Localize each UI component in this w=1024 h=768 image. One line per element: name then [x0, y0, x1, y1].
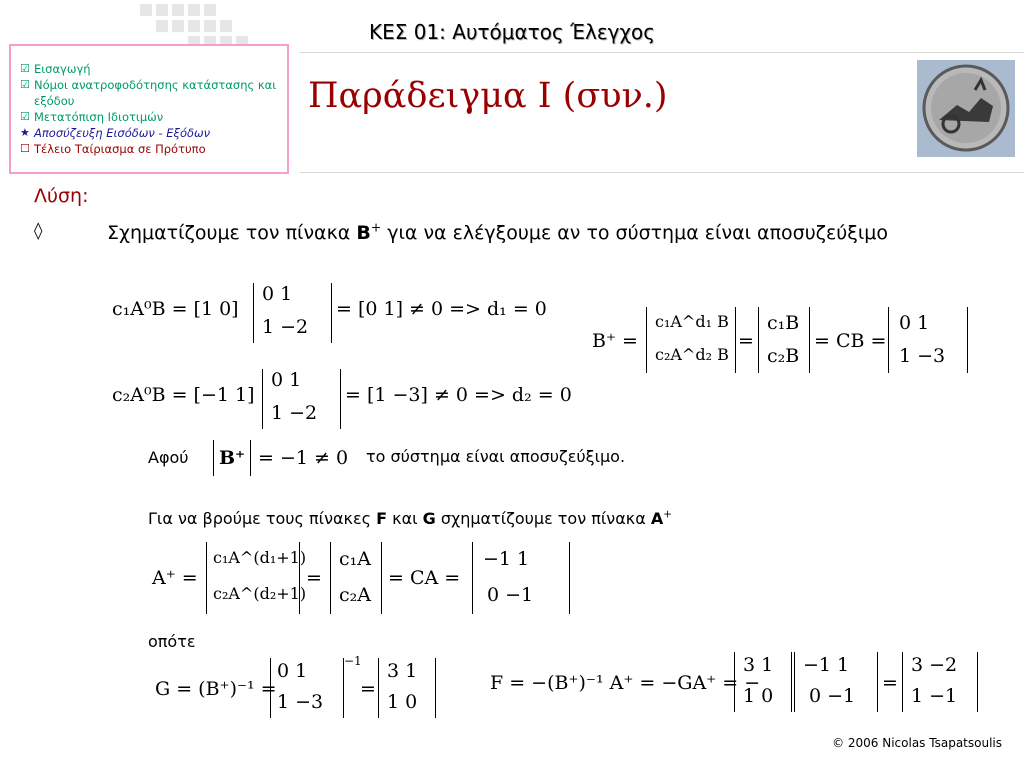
bplus-cb-label: = CB = [814, 330, 887, 352]
equation-d1-matrix: 0 1 1 −2 [253, 283, 332, 343]
course-title: ΚΕΣ 01: Αυτόματος Έλεγχος [368, 20, 656, 44]
fg-sentence: Για να βρούμε τους πίνακες F και G σχηματίζουμε τον πίνακα A+ [148, 508, 672, 528]
f-result-matrix: 3 −2 1 −1 [902, 652, 978, 712]
aplus-matrix: c₁A^(d₁+1) c₂A^(d₂+1) [206, 542, 300, 614]
agenda-item-feedback-laws[interactable] [20, 77, 287, 109]
determinant-value: = −1 ≠ 0 [258, 447, 349, 469]
solution-label: Λύση: [34, 185, 89, 207]
determinant-bplus: B⁺ [213, 440, 251, 476]
equation-d1-rhs: = [0 1] ≠ 0 => d₁ = 0 [336, 298, 547, 320]
since-label: Αφού [148, 448, 189, 467]
agenda-item-label: Εισαγωγή [34, 62, 91, 76]
agenda-item-label: Τέλειο Ταίριασμα σε Πρότυπο [34, 142, 206, 156]
title-divider [300, 172, 1024, 173]
f-equation-lhs: F = −(B⁺)⁻¹ A⁺ = −GA⁺ = − [490, 672, 761, 694]
equation-d2-matrix: 0 1 1 −2 [262, 369, 341, 429]
star-icon: ★ [20, 126, 30, 139]
bplus-matrix: c₁A^d₁ B c₂A^d₂ B [646, 307, 736, 373]
empty-box-icon: ☐ [20, 142, 30, 155]
checked-box-icon: ☑ [20, 62, 30, 75]
g-equation-lhs: G = (B⁺)⁻¹ = [155, 678, 277, 700]
therefore-label: οπότε [148, 632, 196, 651]
coin-chariot-image [917, 60, 1015, 157]
equals-sign: = [738, 330, 754, 352]
bplus-result-matrix: 0 1 1 −3 [888, 307, 968, 373]
equals-sign: = [306, 567, 322, 589]
f-first-matrix: 3 1 1 0 [734, 652, 792, 712]
aplus-ca-label: = CA = [388, 567, 461, 589]
equals-sign: = [882, 672, 898, 694]
agenda-item-model-matching[interactable] [20, 141, 287, 157]
aplus-result-matrix: −1 1 0 −1 [472, 542, 570, 614]
agenda-item-label: Αποσύζευξη Εισόδων - Εξόδων [34, 126, 211, 140]
decoupling-statement: το σύστημα είναι αποσυζεύξιμο. [366, 447, 626, 466]
agenda-item-label: Νόμοι ανατροφοδότησης κατάστασης και εξόδου [34, 78, 277, 108]
checked-box-icon: ☑ [20, 78, 30, 91]
bplus-cb-matrix: c₁B c₂B [758, 307, 810, 373]
diamond-bullet-icon: ◊ [34, 221, 43, 241]
equation-d2-lhs: c₂A⁰B = [−1 1] [112, 384, 255, 406]
bullet-text: Σχηματίζουμε τον πίνακα B+ για να ελέγξουμε αν το σύστημα είναι αποσυζεύξιμο [107, 220, 889, 244]
g-result-matrix: 3 1 1 0 [378, 658, 436, 718]
slide-title: Παράδειγμα Ι (συν.) [308, 76, 668, 116]
equals-sign: = [360, 678, 376, 700]
agenda-box [9, 44, 289, 174]
g-inverse-exponent: −1 [344, 654, 362, 668]
copyright-footer: © 2006 Nicolas Tsapatsoulis [832, 736, 1002, 750]
aplus-label: A⁺ = [152, 567, 198, 589]
agenda-item-eigenvalue-shift[interactable] [20, 109, 287, 125]
aplus-ca-matrix: c₁A c₂A [330, 542, 382, 614]
header-divider [300, 52, 1024, 53]
bplus-label: B⁺ = [592, 330, 638, 352]
agenda-item-decoupling[interactable] [20, 125, 287, 141]
equation-d1-lhs: c₁A⁰B = [1 0] [112, 298, 239, 320]
agenda-item-label: Μετατόπιση Ιδιοτιμών [34, 110, 164, 124]
equation-d2-rhs: = [1 −3] ≠ 0 => d₂ = 0 [345, 384, 572, 406]
checked-box-icon: ☑ [20, 110, 30, 123]
agenda-item-introduction[interactable] [20, 61, 287, 77]
f-second-matrix: −1 1 0 −1 [794, 652, 878, 712]
g-inverse-matrix: 0 1 1 −3 [270, 658, 344, 718]
